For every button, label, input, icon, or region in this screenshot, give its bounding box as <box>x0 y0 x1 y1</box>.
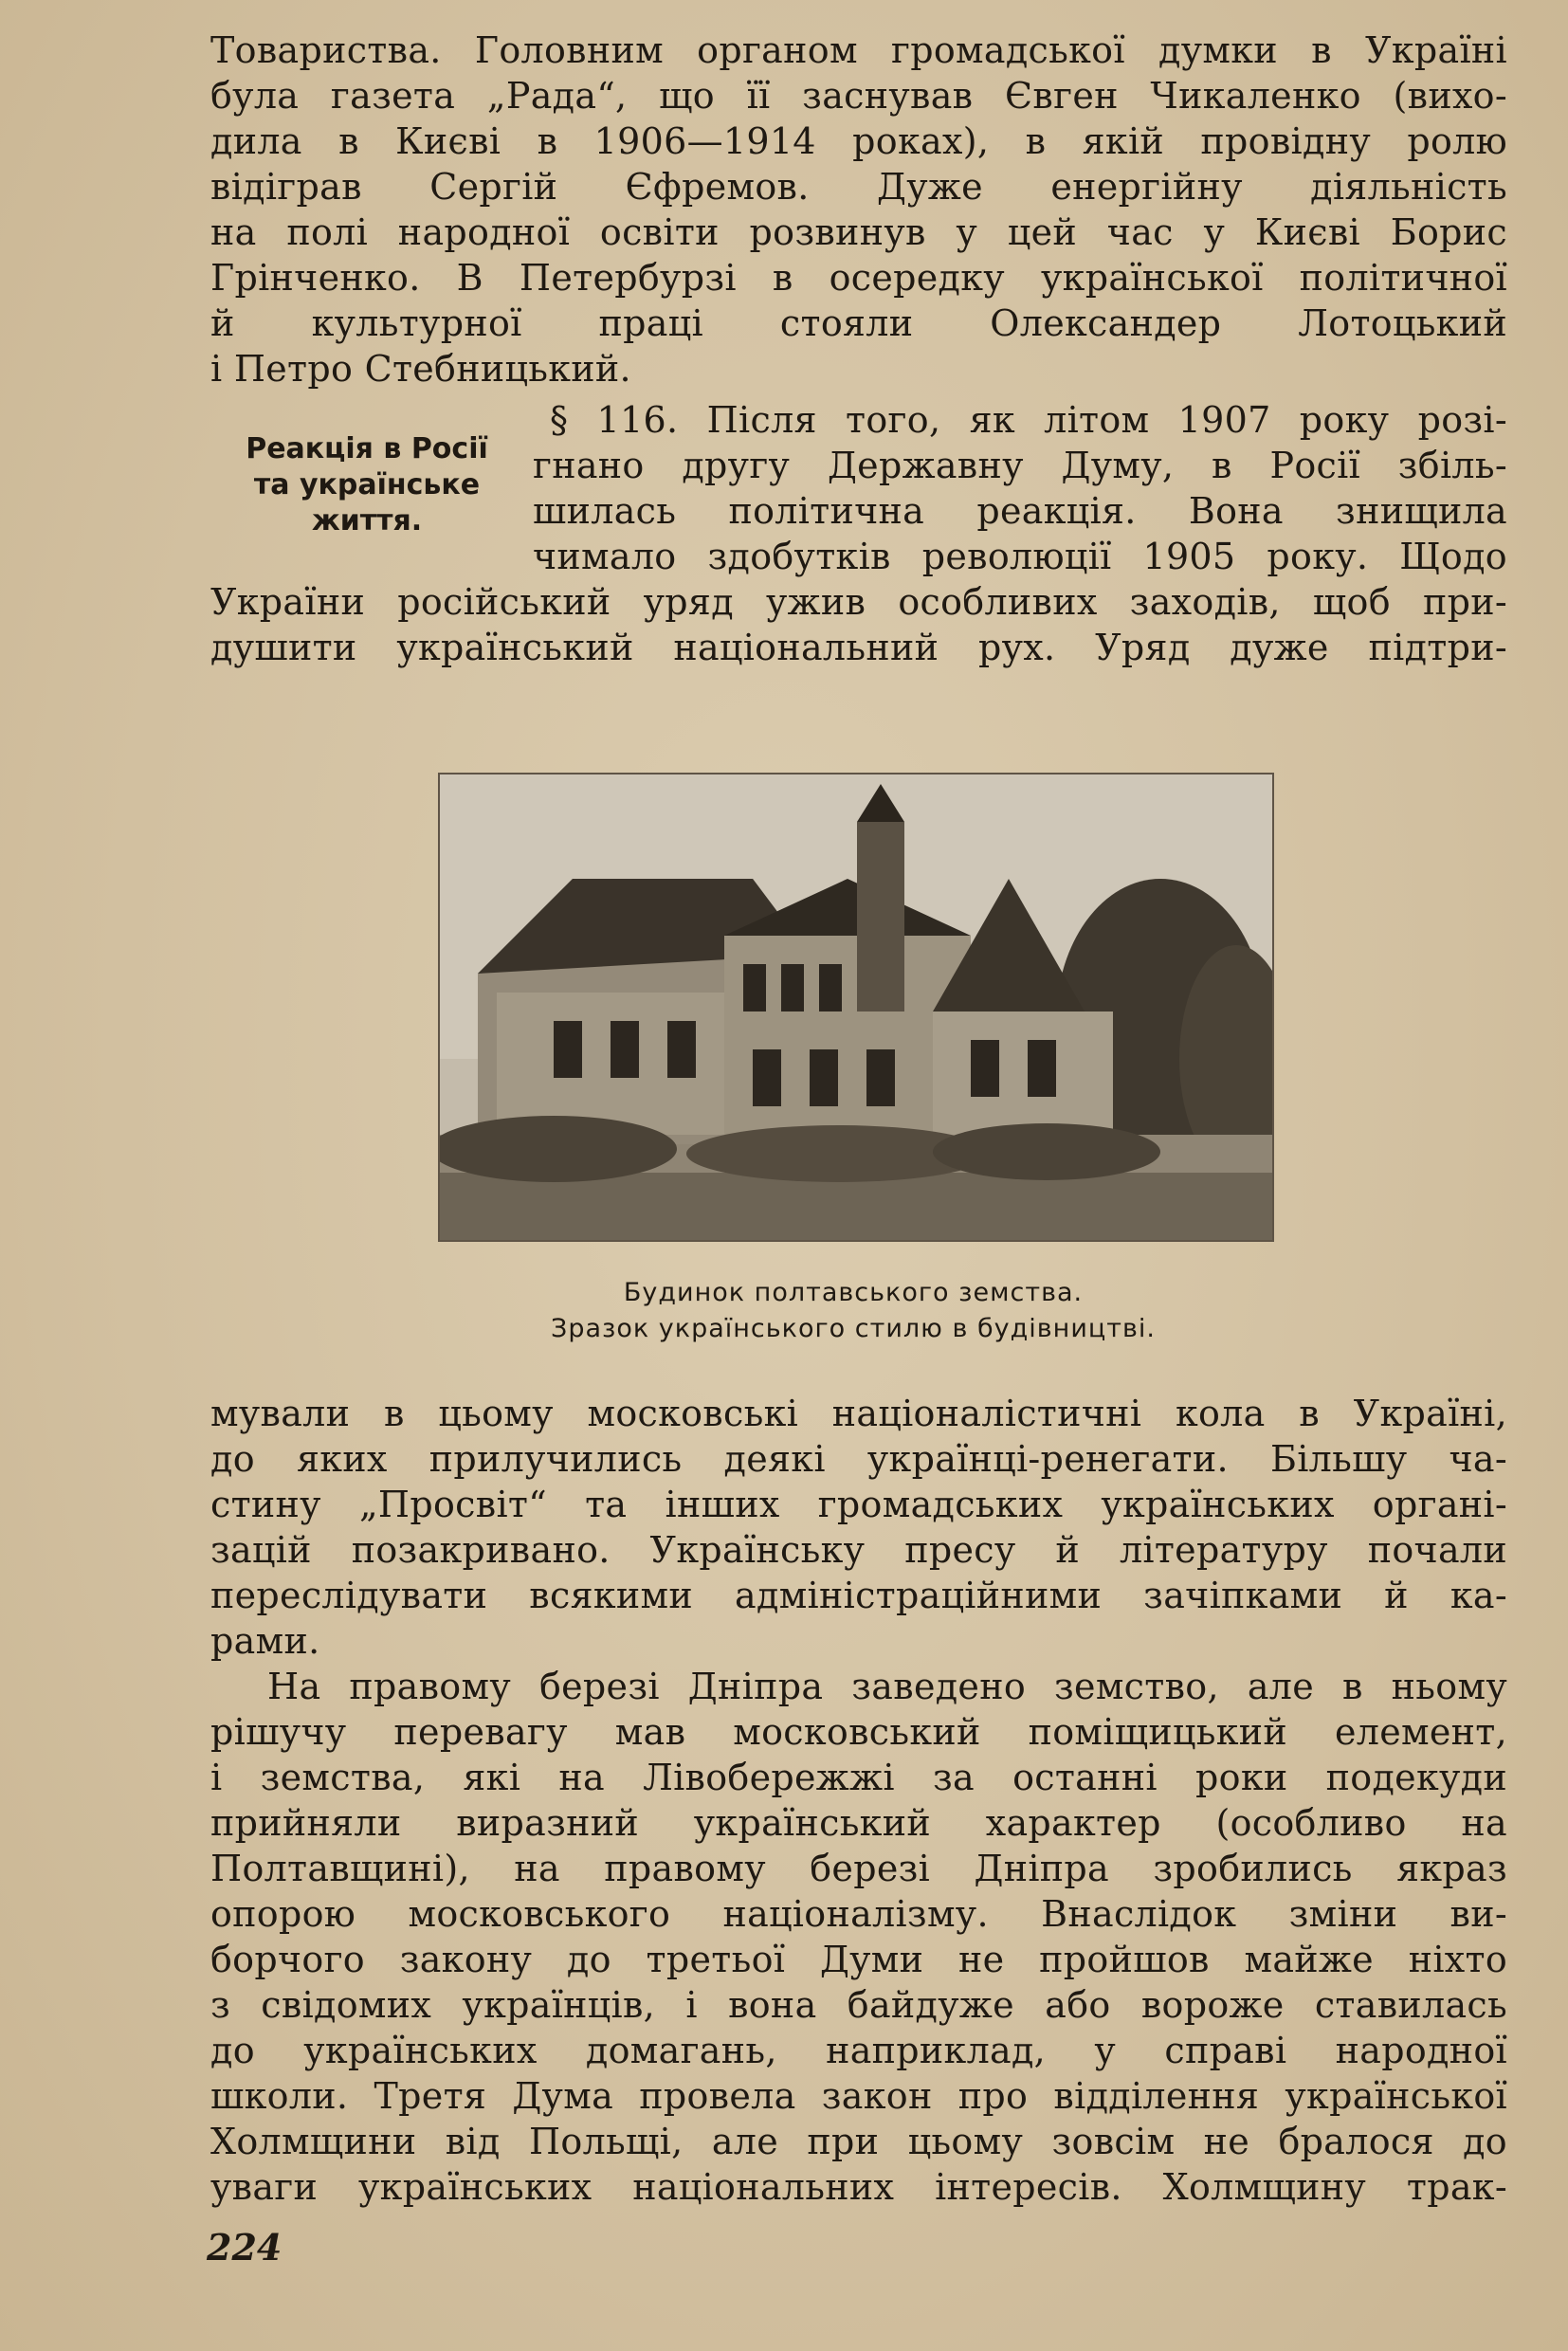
building-photo <box>438 773 1274 1242</box>
section-line: чимало здобутків революції 1905 року. Щодо <box>533 536 1507 577</box>
section-line: шилась політична реакція. Вона знищила <box>533 490 1507 532</box>
text-line: Грінченко. В Петербурзі в осередку української політичної <box>210 257 1507 299</box>
text-line: борчого закону до третьої Думи не пройшов майже ніхто <box>210 1939 1507 1980</box>
text-line: до яких прилучились деякі українці-ренегати. Більшу ча- <box>210 1438 1507 1480</box>
building-illustration <box>440 775 1272 1240</box>
margin-heading-line: та українське <box>253 468 481 501</box>
text-line: мували в цьому московські націоналістичні кола в Україні, <box>210 1393 1507 1434</box>
text-line: Холмщини від Польщі, але при цьому зовсім не бралося до <box>210 2121 1507 2162</box>
text-line: з свідомих українців, і вона байдуже або вороже ставилась <box>210 1984 1507 2026</box>
text-line: школи. Третя Дума провела закон про відділення української <box>210 2075 1507 2117</box>
text-line: дила в Києві в 1906—1914 роках), в якій провідну ролю <box>210 120 1507 162</box>
photo-caption-title: Будинок полтавського земства. <box>623 1278 1084 1307</box>
text-line: рішучу перевагу мав московський поміщицький елемент, <box>210 1711 1507 1753</box>
text-line: відіграв Сергій Єфремов. Дуже енергійну діяльність <box>210 166 1507 208</box>
text-line: Товариства. Головним органом громадської думки в Україні <box>210 29 1507 71</box>
text-line: прийняли виразний український характер (особливо на <box>210 1802 1507 1844</box>
margin-heading-line: Реакція в Росії <box>246 432 488 465</box>
text-line: рами. <box>210 1620 320 1662</box>
text-line: і Петро Стебницький. <box>210 348 631 390</box>
text-line: була газета „Рада“, що її заснував Євген Чикаленко (вихо- <box>210 75 1507 117</box>
text-line: опорою московського націоналізму. Внаслідок зміни ви- <box>210 1893 1507 1935</box>
section-line: § 116. Після того, як літом 1907 року розі- <box>550 399 1507 441</box>
margin-heading <box>210 431 523 539</box>
text-line: на полі народної освіти розвинув у цей час у Києві Борис <box>210 211 1507 253</box>
text-line: зацій позакривано. Українську пресу й літературу почали <box>210 1529 1507 1571</box>
text-line: душити український національний рух. Уряд дуже підтри- <box>210 627 1507 668</box>
text-line: і земства, які на Лівобережжі за останні роки подекуди <box>210 1757 1507 1798</box>
text-line: переслідувати всякими адміністраційними зачіпками й ка- <box>210 1575 1507 1616</box>
text-line: На правому березі Дніпра заведено земство, але в ньому <box>267 1666 1507 1707</box>
section-line: гнано другу Державну Думу, в Росії збіль- <box>533 445 1507 486</box>
text-line: Полтавщині), на правому березі Дніпра зробились якраз <box>210 1848 1507 1889</box>
text-line: стину „Просвіт“ та інших громадських українських органі- <box>210 1484 1507 1525</box>
text-line: й культурної праці стояли Олександер Лотоцький <box>210 302 1507 344</box>
margin-heading-line: життя. <box>311 504 423 538</box>
text-line: України російський уряд ужив особливих заходів, щоб при- <box>210 581 1507 623</box>
page-number: 224 <box>207 2226 283 2269</box>
text-line: уваги українських національних інтересів. Холмщину трак- <box>210 2166 1507 2208</box>
text-line: до українських домагань, наприклад, у справі народної <box>210 2030 1507 2071</box>
photo-caption-subtitle: Зразок українського стилю в будівництві. <box>551 1314 1156 1343</box>
